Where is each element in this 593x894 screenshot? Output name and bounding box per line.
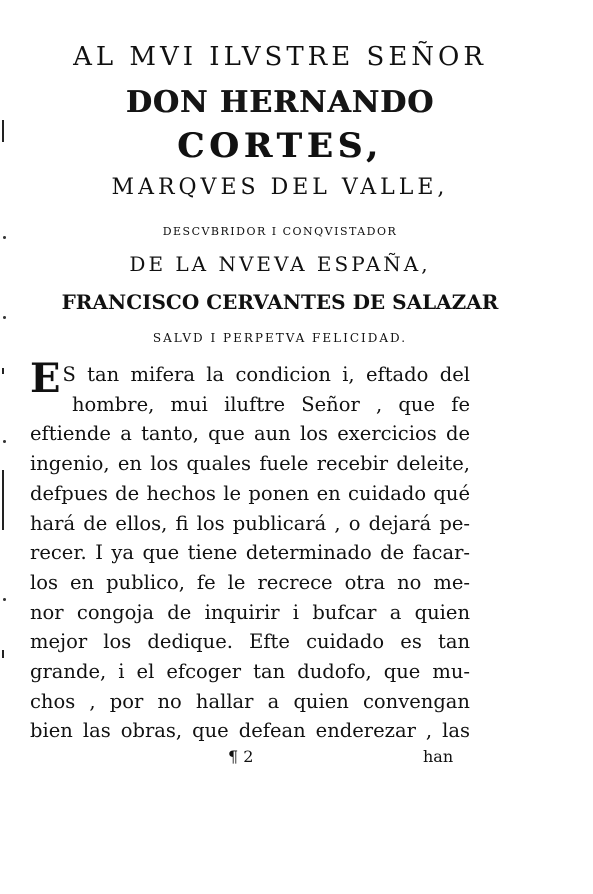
body-line: hombre, mui iluftre Señor , que fe [72, 392, 470, 416]
margin-rule-mark [2, 650, 4, 658]
dedicatee-surname: CORTES, [177, 126, 383, 166]
body-line: nor congoja de inquirir i bufcar a quien [30, 600, 470, 624]
body-line: defpues de hechos le ponen en cuidado qué [30, 481, 470, 505]
margin-speck [3, 236, 6, 239]
margin-speck [3, 440, 6, 443]
body-line: los en publico, fe le recrece otra no me- [30, 570, 470, 594]
dedication-line-1: AL MVI ILVSTRE SEÑOR [73, 42, 487, 72]
salutation: SALVD I PERPETVA FELICIDAD. [152, 331, 408, 345]
margin-speck [3, 316, 6, 319]
margin-rule-mark [2, 120, 4, 142]
margin-speck [3, 598, 6, 601]
body-line: bien las obras, que defean enderezar , las [30, 719, 470, 743]
dedicatee-territory: DE LA NVEVA ESPAÑA, [129, 252, 431, 276]
signature-mark: ¶ 2 [228, 747, 254, 766]
body-line: mejor los dedique. Efte cuidado es tan [30, 630, 470, 654]
dedicatee-epithet: DESCVBRIDOR I CONQVISTADOR [162, 225, 398, 238]
margin-rule-mark [2, 470, 4, 530]
body-line: hará de ellos, fi los publicará , o dejará pe- [30, 511, 470, 535]
body-line: grande, i el efcoger tan dudofo, que mu- [30, 660, 470, 684]
dedication-body [30, 355, 470, 746]
dedicatee-title: MARQVES DEL VALLE, [111, 175, 449, 200]
body-line: S tan mifera la condicion i, eftado del [62, 363, 470, 386]
body-line: ingenio, en los quales fuele recebir deleite, [30, 452, 470, 476]
drop-cap: E [30, 355, 61, 402]
margin-rule-mark [2, 368, 4, 374]
body-line: eftiende a tanto, que aun los exercicios de [30, 422, 470, 446]
author-name: FRANCISCO CERVANTES DE SALAZAR [61, 290, 499, 314]
body-line: recer. I ya que tiene determinado de facar- [30, 541, 470, 565]
catchword: han [423, 747, 454, 766]
body-line: chos , por no hallar a quien convengan [30, 689, 470, 713]
dedicatee-name: DON HERNANDO [125, 85, 435, 120]
